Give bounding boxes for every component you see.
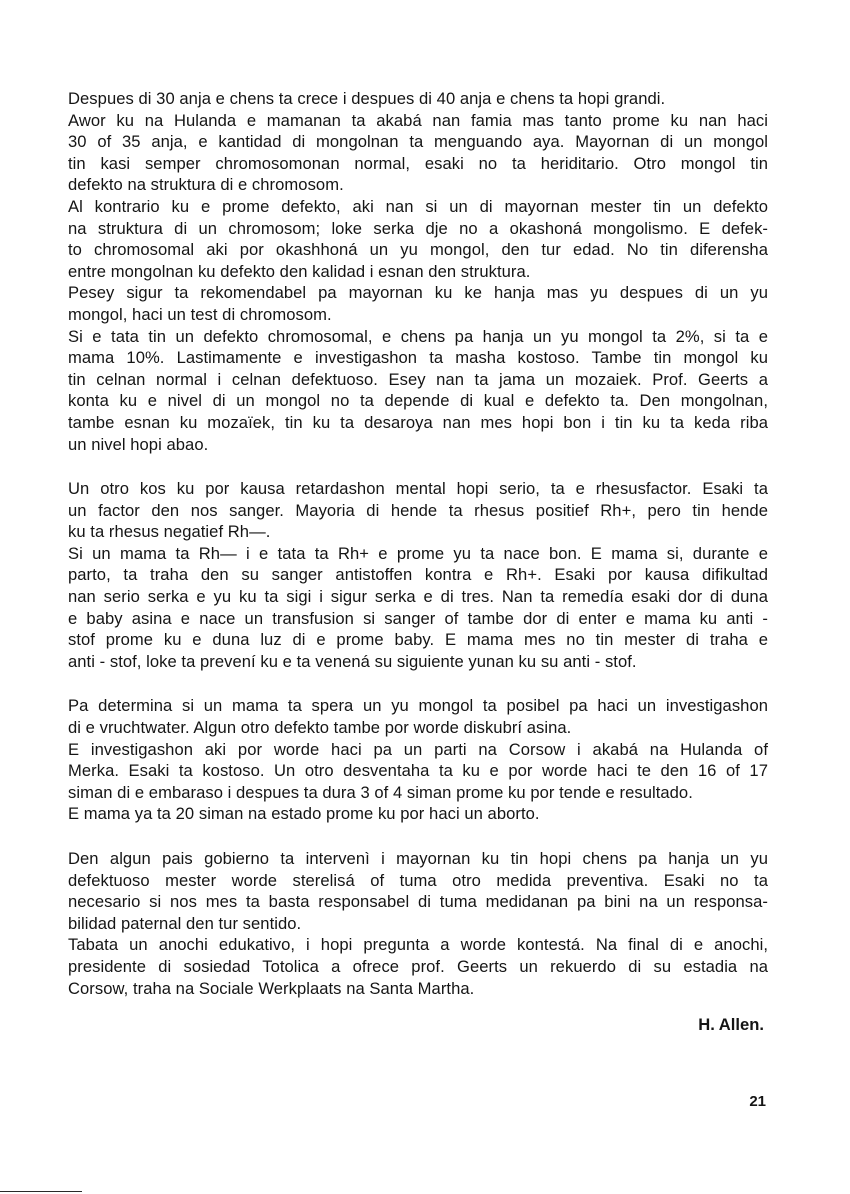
- paragraph-group: [68, 88, 768, 455]
- text-line: defekto na struktura di e chromosom.: [68, 175, 344, 195]
- text-line: nan serio serka e yu ku ta sigi i sigur serka e di tres. Nan ta remedía esaki dor di duna: [68, 587, 768, 607]
- text-line: stof prome ku e duna luz di e prome baby. E mama mes no tin mester di traha e: [68, 630, 768, 650]
- paragraph-group: [68, 848, 768, 999]
- text-line: tambe esnan ku mozaïek, tin ku ta desaroya nan mes hopi bon i tin ku ta keda riba: [68, 412, 768, 432]
- text-line: parto, ta traha den su sanger antistoffen kontra e Rh+. Esaki por kausa difikultad: [68, 565, 768, 585]
- article-body: [68, 88, 768, 1022]
- text-line: Den algun pais gobierno ta intervenì i mayornan ku tin hopi chens pa hanja un yu: [68, 849, 768, 868]
- text-line: un factor den nos sanger. Mayoria di hende ta rhesus positief Rh+, pero tin hende: [68, 500, 768, 520]
- text-line: 30 of 35 anja, e kantidad di mongolnan ta menguando aya. Mayornan di un mongol: [68, 132, 768, 152]
- text-line: Pesey sigur ta rekomendabel pa mayornan ku ke hanja mas yu despues di un yu: [68, 283, 768, 303]
- text-line: un nivel hopi abao.: [68, 434, 209, 454]
- text-line: to chromosomal aki por okashhoná un yu mongol, den tur edad. No tin diferensha: [68, 240, 768, 260]
- paragraph-group: [68, 478, 768, 672]
- text-line: na struktura di un chromosom; loke serka dje no a okashoná mongolismo. E defek-: [68, 218, 768, 238]
- text-line: Corsow, traha na Sociale Werkplaats na Santa Martha.: [68, 978, 475, 998]
- text-line: Despues di 30 anja e chens ta crece i despues di 40 anja e chens ta hopi grandi.: [68, 89, 666, 108]
- text-line: E investigashon aki por worde haci pa un parti na Corsow i akabá na Hulanda of: [68, 739, 768, 759]
- scan-edge-line: [0, 1191, 82, 1192]
- text-line: E mama ya ta 20 siman na estado prome ku por haci un aborto.: [68, 804, 540, 824]
- text-line: defektuoso mester worde sterelisá of tuma otro medida preventiva. Esaki no ta: [68, 870, 768, 890]
- text-line: Si e tata tin un defekto chromosomal, e chens pa hanja un yu mongol ta 2%, si ta e: [68, 326, 768, 346]
- author-signature: H. Allen.: [698, 1015, 764, 1034]
- text-line: mongol, haci un test di chromosom.: [68, 304, 332, 324]
- text-line: Awor ku na Hulanda e mamanan ta akabá nan famia mas tanto prome ku nan haci: [68, 110, 768, 130]
- text-line: Pa determina si un mama ta spera un yu mongol ta posibel pa haci un investigashon: [68, 696, 768, 716]
- text-line: entre mongolnan ku defekto den kalidad i esnan den struktura.: [68, 261, 531, 281]
- page-number: 21: [749, 1093, 766, 1110]
- text-line: Si un mama ta Rh— i e tata ta Rh+ e prome yu ta nace bon. E mama si, durante e: [68, 543, 768, 563]
- text-line: mama 10%. Lastimamente e investigashon ta masha kostoso. Tambe tin mongol ku: [68, 348, 768, 368]
- text-line: ku ta rhesus negatief Rh—.: [68, 522, 271, 542]
- text-line: konta ku e nivel di un mongol no ta depende di kual e defekto ta. Den mongolnan,: [68, 391, 768, 411]
- text-line: necesario si nos mes ta basta responsabel di tuma medidanan pa bini na un responsa-: [68, 892, 768, 912]
- text-line: presidente di sosiedad Totolica a ofrece prof. Geerts un rekuerdo di su estadia na: [68, 956, 768, 976]
- text-line: di e vruchtwater. Algun otro defekto tambe por worde diskubrí asina.: [68, 718, 572, 738]
- text-line: tin kasi semper chromosomonan normal, esaki no ta heriditario. Otro mongol tin: [68, 153, 768, 173]
- text-line: Un otro kos ku por kausa retardashon mental hopi serio, ta e rhesusfactor. Esaki ta: [68, 479, 768, 499]
- text-line: e baby asina e nace un transfusion si sanger of tambe dor di enter e mama ku anti -: [68, 608, 768, 628]
- text-line: anti - stof, loke ta prevení ku e ta venená su siguiente yunan ku su anti - stof.: [68, 651, 637, 671]
- text-line: Tabata un anochi edukativo, i hopi pregunta a worde kontestá. Na final di e anochi,: [68, 935, 768, 955]
- text-line: Al kontrario ku e prome defekto, aki nan si un di mayornan mester tin un defekto: [68, 196, 768, 216]
- text-line: siman di e embaraso i despues ta dura 3 of 4 siman prome ku por tende e resultado.: [68, 782, 693, 802]
- text-line: bilidad paternal den tur sentido.: [68, 913, 302, 933]
- text-line: tin celnan normal i celnan defektuoso. Esey nan ta jama un mozaiek. Prof. Geerts a: [68, 369, 768, 389]
- paragraph-group: [68, 695, 768, 825]
- text-line: Merka. Esaki ta kostoso. Un otro desventaha ta ku e por worde haci te den 16 of 17: [68, 761, 768, 781]
